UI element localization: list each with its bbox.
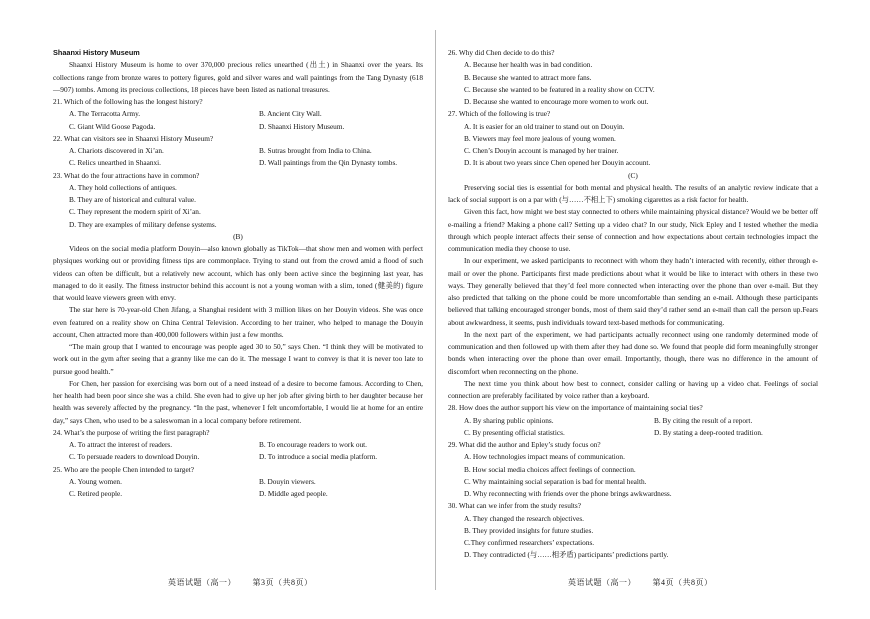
question-24-option-c: C. To persuade readers to download Douyin. (69, 452, 200, 462)
question-29-option-d: D. Why reconnecting with friends over the phone brings awkwardness. (464, 489, 672, 498)
question-22-option-d: D. Wall paintings from the Qin Dynasty tombs. (259, 158, 398, 168)
right-page-footer (568, 577, 727, 588)
left-page-footer (168, 577, 327, 588)
question-26-option-a: A. Because her health was in bad condition. (464, 60, 593, 70)
passage-c-paragraph-4: In the next part of the experiment, we had participants actually reconnect using one randomly determined mode of communication and then followed up with them after they had done so. We found that people did form meaningfully stronger bonds when interacting over the phone than over email. Importantly, though, there was no difference in the amount of discomfort when reconnecting on the phone. (448, 329, 818, 376)
question-30-option-a: A. They changed the research objectives. (464, 513, 585, 523)
passage-c-paragraph-1: Preserving social ties is essential for both mental and physical health. The results of an analytic review indicate that a lack of social support is on a par with (与……不相上下) smoking cigarettes as a risk factor for health. (448, 182, 818, 204)
question-25-option-a: A. Young women. (69, 476, 122, 486)
question-21-option-d: D. Shaanxi History Museum. (259, 121, 345, 131)
question-25-stem: 25. Who are the people Chen intended to target? (53, 464, 194, 474)
question-23-option-d: D. They are examples of military defense systems. (69, 219, 217, 229)
question-21-option-a: A. The Terracotta Army. (69, 109, 141, 119)
right-footer-page-number: 第4页（共8页） (652, 578, 713, 587)
passage-c-paragraph-2: Given this fact, how might we best stay connected to others while maintaining physical distance? Would we be better off e-mailing a friend? Making a phone call? Setting up a video chat? In our study, Nick Epley and I tested whether the media through which people interact affects their sense of connection and how expectations about certain technologies impact the communication media they choose to use. (448, 207, 818, 253)
section-b-heading: (B) (233, 231, 243, 241)
question-27-option-a: A. It is easier for an old trainer to stand out on Douyin. (464, 121, 625, 131)
question-28-option-a: A. By sharing public opinions. (464, 415, 554, 425)
passage-b-paragraph-2: The star here is 70-year-old Chen Jifang, a Shanghai resident with 3 million likes on her Douyin videos. She was once even featured on a reality show on China Central Television. According to her trainer, who helped to manage the Douyin account, Chen attracted more than 400,000 followers within just a few months. (53, 305, 423, 339)
question-23 (53, 170, 423, 231)
question-26-option-b: B. Because she wanted to attract more fans. (464, 72, 592, 82)
question-22-option-b: B. Sutras brought from India to China. (259, 146, 372, 155)
section-c-heading: (C) (628, 170, 638, 180)
question-22 (53, 133, 423, 170)
question-29-stem: 29. What did the author and Epley’s study focus on? (448, 440, 601, 449)
question-26-option-c: C. Because she wanted to be featured in a reality show on CCTV. (464, 84, 655, 94)
question-22-option-c: C. Relics unearthed in Shaanxi. (69, 158, 162, 168)
question-24-option-b: B. To encourage readers to work out. (259, 440, 367, 449)
question-25-option-c: C. Retired people. (69, 489, 123, 498)
passage-b-paragraph-3: “The main group that I wanted to encourage was people aged 30 to 50,” says Chen. “I think they will be motivated to work out in the gym after seeing that a granny like me can do it. The message I want to convey is that it is never too late to pursue good health.” (53, 342, 423, 376)
question-22-option-a: A. Chariots discovered in Xi’an. (69, 146, 164, 155)
question-29-option-b: B. How social media choices affect feelings of connection. (464, 464, 636, 474)
question-24 (53, 427, 423, 464)
question-24-option-a: A. To attract the interest of readers. (69, 440, 173, 449)
question-30-option-d: D. They contradicted (与……相矛盾) participants’ predictions partly. (464, 550, 669, 560)
question-24-option-d: D. To introduce a social media platform. (259, 452, 378, 462)
question-30-option-c: C.They confirmed researchers’ expectations. (464, 538, 595, 547)
question-30-option-b: B. They provided insights for future studies. (464, 525, 594, 535)
question-21 (53, 96, 423, 133)
question-23-option-c: C. They represent the modern spirit of Xi’an. (69, 207, 201, 217)
question-27-option-d: D. It is about two years since Chen opened her Douyin account. (464, 158, 651, 168)
left-footer-subject: 英语试题（高一） (168, 578, 236, 587)
right-footer-subject: 英语试题（高一） (568, 578, 636, 587)
passage-b-paragraph-4: For Chen, her passion for exercising was born out of a need instead of a desire to become famous. According to Chen, her health had been poor since she was a child. She even had to give up her job after giving birth to her daughter because her health was severely affected by the pregnancy. “In the past, whenever I felt uncomfortable, I would lie at home for an entire day,” says Chen, who used to be a saleswoman in a local company before retirement. (53, 378, 423, 425)
question-24-stem: 24. What’s the purpose of writing the first paragraph? (53, 427, 210, 437)
question-22-stem: 22. What can visitors see in Shaanxi History Museum? (53, 133, 214, 143)
question-23-option-b: B. They are of historical and cultural value. (69, 195, 196, 204)
question-23-stem: 23. What do the four attractions have in common? (53, 170, 200, 180)
question-21-option-c: C. Giant Wild Goose Pagoda. (69, 121, 156, 131)
question-27-option-c: C. Chen’s Douyin account is managed by her trainer. (464, 146, 619, 155)
passage-b-paragraph-1: Videos on the social media platform Douyin—also known globally as TikTok—that show men and women with perfect physiques working out or providing fitness tips are commonplace. Trying to stand out from the crowd amid a flood of such videos can often be difficult, but a relatively new account, which has only been active since the beginning last year, has managed to do it easily. The fitness instructor behind this account is not a young woman with a slim, toned (健美的) figure that would leave viewers green with envy. (53, 244, 423, 302)
question-29-option-c: C. Why maintaining social separation is bad for mental health. (464, 476, 647, 486)
question-21-option-b: B. Ancient City Wall. (259, 109, 322, 119)
question-27 (448, 108, 818, 169)
question-28-option-b: B. By citing the result of a report. (654, 415, 753, 425)
question-28-stem: 28. How does the author support his view on the importance of maintaining social ties? (448, 403, 703, 413)
passage-c-paragraph-3: In our experiment, we asked participants to reconnect with whom they hadn’t interacted with recently, either through e-mail or over the phone. Participants first made predictions about what it would be like to interact with others in these two ways. They generally believed that they’d feel more connected when interacting over the phone than over e-mail. But they also predicted that talking on the phone could be more uncomfortable than sending an e-mail. Although these participants believed that talking encouraged stronger bonds, most of them said they’d rather send an e-mail than call the person up.Fears about awkwardness, it seems, push individuals toward text-based methods for communicating. (448, 256, 818, 327)
question-28-option-d: D. By stating a deep-rooted tradition. (654, 427, 763, 437)
left-footer-page-number: 第3页（共8页） (252, 578, 313, 587)
passage-a-paragraph: Shaanxi History Museum is home to over 370,000 precious relics unearthed (出土) in Shaanxi over the years. Its collections range from bronze wares to pottery figures, gold and silver wares and wall paintings from the Tang Dynasty (618—907) tombs. Among its precious collections, 18 pieces have been listed as national treasures. (53, 60, 423, 94)
question-25-option-d: D. Middle aged people. (259, 489, 328, 498)
question-29-option-a: A. How technologies impact means of communication. (464, 452, 625, 462)
question-29 (448, 439, 818, 500)
question-25-option-b: B. Douyin viewers. (259, 476, 316, 486)
question-30-stem: 30. What can we infer from the study results? (448, 501, 581, 511)
left-page (53, 47, 423, 500)
question-26-stem: 26. Why did Chen decide to do this? (448, 48, 555, 57)
question-27-stem: 27. Which of the following is true? (448, 109, 551, 119)
question-26-option-d: D. Because she wanted to encourage more women to work out. (464, 97, 649, 106)
passage-c-paragraph-5: The next time you think about how best to connect, consider calling or having up a video chat. Feelings of social connection are preferably facilitated by voice rather than a keyboard. (448, 378, 818, 400)
question-27-option-b: B. Viewers may feel more jealous of young women. (464, 133, 616, 143)
page-divider (435, 30, 436, 590)
passage-a-title: Shaanxi History Museum (53, 48, 140, 57)
question-28 (448, 402, 818, 439)
question-26 (448, 47, 818, 108)
question-25 (53, 464, 423, 501)
question-23-option-a: A. They hold collections of antiques. (69, 182, 177, 192)
right-page (448, 47, 818, 562)
question-30 (448, 500, 818, 561)
question-28-option-c: C. By presenting official statistics. (464, 427, 565, 437)
question-21-stem: 21. Which of the following has the longest history? (53, 97, 203, 106)
